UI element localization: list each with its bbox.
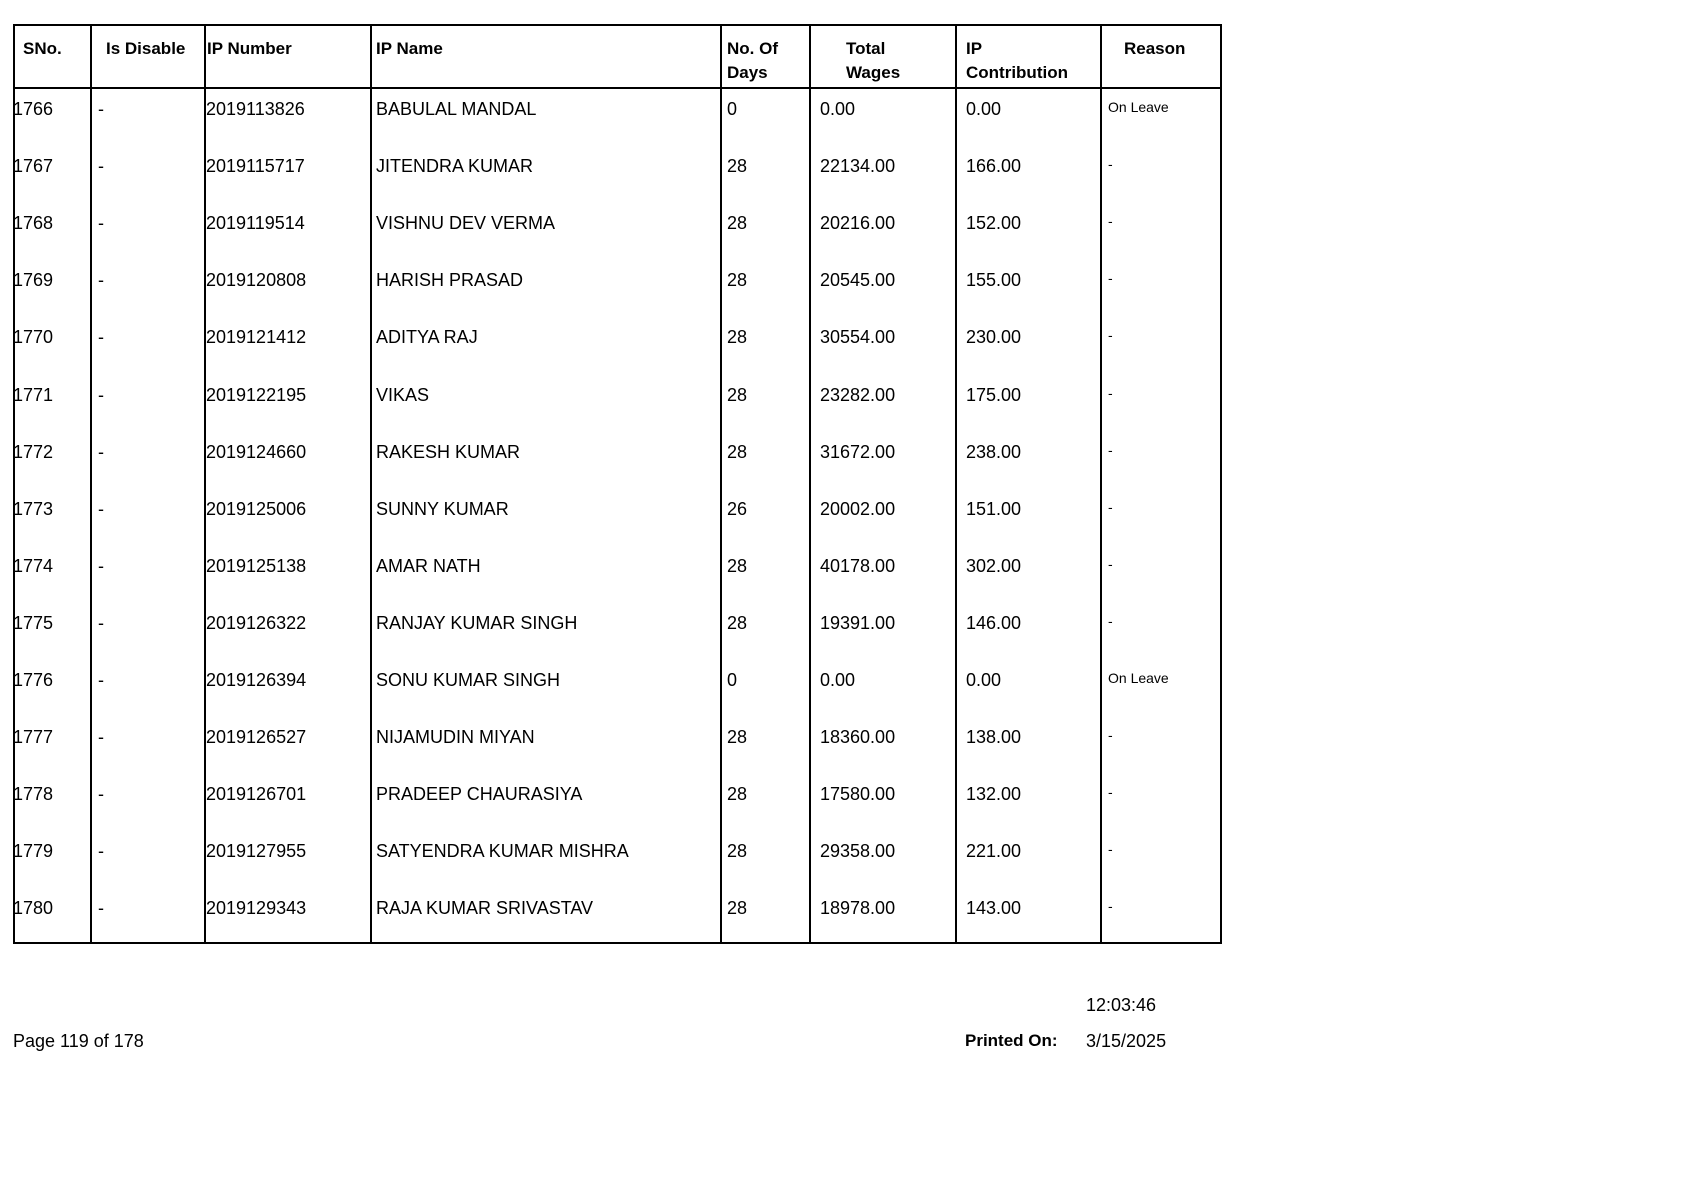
cell-days: 28	[727, 156, 748, 177]
header-contribution-line2: Contribution	[966, 63, 1068, 82]
cell-contribution: 302.00	[966, 555, 1022, 576]
cell-contribution: 132.00	[966, 784, 1022, 805]
cell-ip-number: 2019125006	[206, 498, 307, 519]
header-contribution-line1: IP	[966, 39, 983, 58]
cell-reason: -	[1108, 441, 1113, 458]
cell-sno: 1770	[13, 327, 54, 348]
cell-sno: 1769	[13, 270, 54, 291]
cell-ip-number: 2019120808	[206, 270, 307, 291]
page-info: Page 119 of 178	[13, 1031, 144, 1051]
cell-ip-number: 2019125138	[206, 555, 307, 576]
cell-ip-number: 2019122195	[206, 384, 307, 405]
table-row	[15, 260, 1220, 317]
cell-wages: 31672.00	[820, 441, 896, 462]
cell-reason: -	[1108, 898, 1113, 915]
header-sno: SNo.	[23, 39, 62, 58]
cell-is-disable: -	[98, 612, 104, 633]
cell-ip-name: BABULAL MANDAL	[376, 99, 537, 119]
table-row	[15, 89, 1220, 146]
cell-sno: 1774	[13, 555, 54, 576]
header-is-disable: Is Disable	[106, 39, 186, 58]
cell-sno: 1768	[13, 213, 54, 234]
table-row	[15, 546, 1220, 603]
cell-sno: 1772	[13, 441, 54, 462]
cell-ip-name: ADITYA RAJ	[376, 327, 478, 348]
cell-ip-name: JITENDRA KUMAR	[376, 156, 534, 177]
cell-sno: 1777	[13, 727, 54, 748]
cell-ip-name: NIJAMUDIN MIYAN	[376, 727, 535, 748]
contribution-table	[13, 24, 1222, 944]
cell-ip-name: VISHNU DEV VERMA	[376, 213, 556, 234]
cell-ip-name: RANJAY KUMAR SINGH	[376, 612, 578, 633]
cell-contribution: 0.00	[966, 670, 1002, 690]
cell-ip-number: 2019124660	[206, 441, 307, 462]
cell-days: 28	[727, 213, 748, 234]
cell-wages: 18360.00	[820, 727, 896, 748]
cell-contribution: 143.00	[966, 898, 1022, 919]
cell-ip-number: 2019121412	[206, 327, 307, 348]
cell-ip-name: HARISH PRASAD	[376, 270, 524, 291]
table-row	[15, 888, 1220, 945]
header-days-line1: No. Of	[727, 39, 778, 58]
table-row	[15, 489, 1220, 546]
cell-wages: 40178.00	[820, 555, 896, 576]
cell-is-disable: -	[98, 670, 104, 690]
cell-ip-name: RAJA KUMAR SRIVASTAV	[376, 898, 594, 919]
cell-reason: -	[1108, 784, 1113, 801]
table-row	[15, 831, 1220, 888]
cell-sno: 1780	[13, 898, 54, 919]
table-row	[15, 774, 1220, 831]
header-reason: Reason	[1124, 39, 1186, 58]
cell-wages: 30554.00	[820, 327, 896, 348]
cell-wages: 22134.00	[820, 156, 896, 177]
header-wages-line2: Wages	[846, 63, 901, 82]
cell-sno: 1778	[13, 784, 54, 805]
cell-ip-number: 2019126394	[206, 670, 307, 690]
cell-sno: 1773	[13, 498, 54, 519]
cell-is-disable: -	[98, 156, 104, 177]
cell-ip-number: 2019126527	[206, 727, 307, 748]
cell-wages: 17580.00	[820, 784, 896, 805]
cell-wages: 20216.00	[820, 213, 896, 234]
cell-days: 0	[727, 99, 738, 119]
cell-sno: 1771	[13, 384, 54, 405]
cell-days: 28	[727, 841, 748, 862]
cell-ip-name: SONU KUMAR SINGH	[376, 670, 561, 690]
cell-sno: 1775	[13, 612, 54, 633]
header-wages-line1: Total	[846, 39, 886, 58]
cell-reason: -	[1108, 727, 1113, 744]
cell-sno: 1767	[13, 156, 54, 177]
cell-wages: 18978.00	[820, 898, 896, 919]
cell-contribution: 221.00	[966, 841, 1022, 862]
cell-contribution: 175.00	[966, 384, 1022, 405]
cell-is-disable: -	[98, 784, 104, 805]
cell-reason: -	[1108, 270, 1113, 287]
table-row	[15, 146, 1220, 203]
cell-days: 0	[727, 670, 738, 690]
cell-sno: 1779	[13, 841, 54, 862]
cell-days: 26	[727, 498, 748, 519]
cell-ip-number: 2019113826	[206, 99, 305, 119]
header-ip-name: IP Name	[376, 39, 443, 58]
cell-wages: 20002.00	[820, 498, 896, 519]
cell-contribution: 146.00	[966, 612, 1022, 633]
header-days-line2: Days	[727, 63, 768, 82]
cell-days: 28	[727, 441, 748, 462]
cell-sno: 1766	[13, 99, 54, 119]
cell-days: 28	[727, 384, 748, 405]
cell-is-disable: -	[98, 555, 104, 576]
cell-reason: -	[1108, 555, 1113, 572]
cell-days: 28	[727, 612, 748, 633]
cell-ip-name: VIKAS	[376, 384, 430, 405]
cell-ip-name: RAKESH KUMAR	[376, 441, 521, 462]
cell-wages: 0.00	[820, 99, 856, 119]
cell-wages: 19391.00	[820, 612, 896, 633]
cell-reason: -	[1108, 384, 1113, 401]
cell-is-disable: -	[98, 498, 104, 519]
table-row	[15, 203, 1220, 260]
cell-is-disable: -	[98, 898, 104, 919]
cell-is-disable: -	[98, 384, 104, 405]
cell-contribution: 166.00	[966, 156, 1022, 177]
cell-is-disable: -	[98, 441, 104, 462]
table-row	[15, 660, 1220, 717]
cell-ip-number: 2019129343	[206, 898, 307, 919]
header-ip-number: IP Number	[207, 39, 292, 58]
table-row	[15, 717, 1220, 774]
printed-on-label: Printed On:	[965, 1031, 1058, 1050]
cell-reason: On Leave	[1108, 99, 1169, 115]
cell-is-disable: -	[98, 270, 104, 291]
cell-wages: 20545.00	[820, 270, 896, 291]
cell-ip-number: 2019119514	[206, 213, 305, 234]
cell-contribution: 230.00	[966, 327, 1022, 348]
cell-reason: -	[1108, 612, 1113, 629]
cell-is-disable: -	[98, 727, 104, 748]
cell-ip-number: 2019126322	[206, 612, 307, 633]
cell-sno: 1776	[13, 670, 54, 690]
cell-contribution: 138.00	[966, 727, 1022, 748]
cell-contribution: 155.00	[966, 270, 1022, 291]
cell-contribution: 151.00	[966, 498, 1022, 519]
cell-ip-name: SUNNY KUMAR	[376, 498, 509, 519]
cell-ip-name: PRADEEP CHAURASIYA	[376, 784, 583, 805]
cell-days: 28	[727, 784, 748, 805]
table-row	[15, 603, 1220, 660]
cell-reason: -	[1108, 156, 1113, 173]
cell-is-disable: -	[98, 99, 104, 119]
printed-time: 12:03:46	[1086, 995, 1157, 1015]
cell-ip-name: AMAR NATH	[376, 555, 481, 576]
table-row	[15, 375, 1220, 432]
table-header	[15, 26, 1220, 89]
cell-reason: -	[1108, 327, 1113, 344]
cell-days: 28	[727, 555, 748, 576]
cell-reason: -	[1108, 213, 1113, 230]
cell-is-disable: -	[98, 213, 104, 234]
cell-contribution: 152.00	[966, 213, 1022, 234]
cell-reason: On Leave	[1108, 670, 1169, 686]
table-row	[15, 432, 1220, 489]
cell-ip-number: 2019115717	[206, 156, 305, 177]
cell-reason: -	[1108, 498, 1113, 515]
cell-contribution: 238.00	[966, 441, 1022, 462]
table-row	[15, 317, 1220, 374]
cell-reason: -	[1108, 841, 1113, 858]
cell-is-disable: -	[98, 841, 104, 862]
printed-date: 3/15/2025	[1086, 1031, 1167, 1051]
cell-wages: 23282.00	[820, 384, 896, 405]
cell-ip-name: SATYENDRA KUMAR MISHRA	[376, 841, 629, 862]
cell-days: 28	[727, 270, 748, 291]
cell-wages: 29358.00	[820, 841, 896, 862]
cell-ip-number: 2019126701	[206, 784, 307, 805]
cell-wages: 0.00	[820, 670, 856, 690]
cell-days: 28	[727, 327, 748, 348]
cell-ip-number: 2019127955	[206, 841, 307, 862]
cell-days: 28	[727, 727, 748, 748]
cell-contribution: 0.00	[966, 99, 1002, 119]
cell-days: 28	[727, 898, 748, 919]
cell-is-disable: -	[98, 327, 104, 348]
